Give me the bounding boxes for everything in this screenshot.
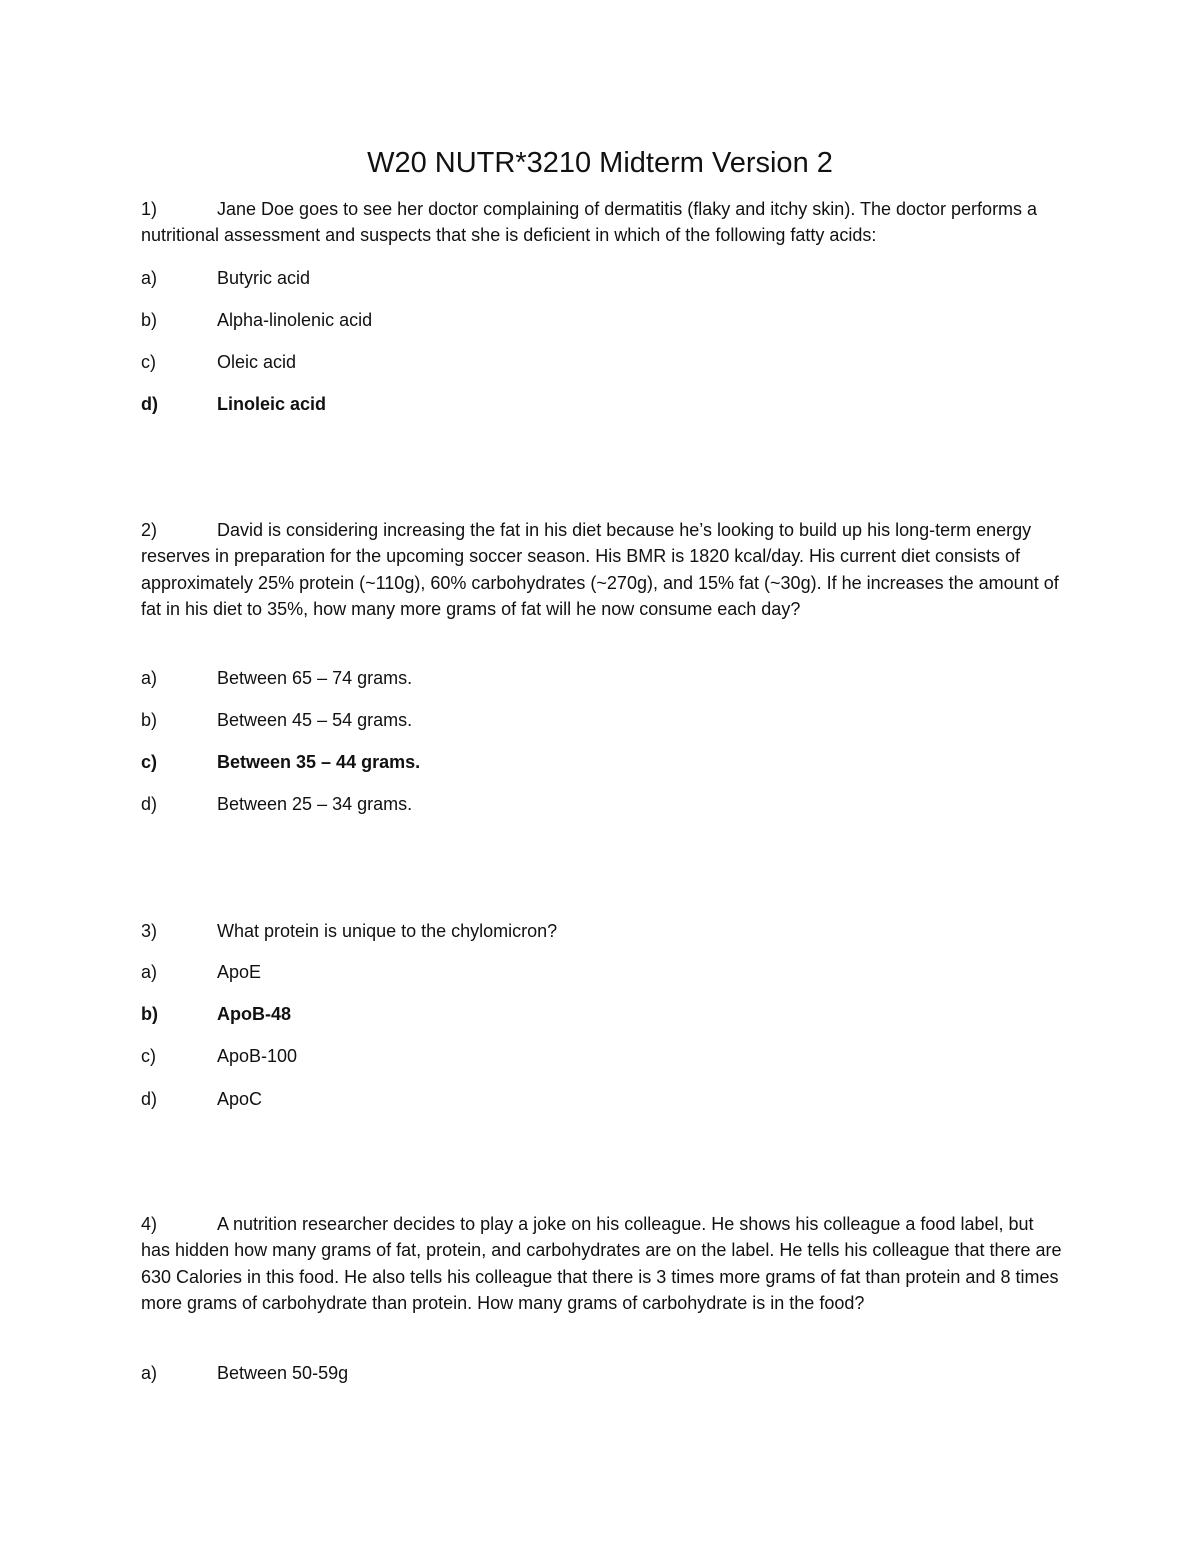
option-text: ApoB-48 xyxy=(217,1004,292,1024)
question-2-option-a xyxy=(141,665,1041,691)
option-text: ApoC xyxy=(217,1089,263,1109)
option-text: Alpha-linolenic acid xyxy=(217,310,373,330)
option-letter: c) xyxy=(141,752,158,772)
question-3-option-d xyxy=(141,1086,1041,1112)
question-4 xyxy=(141,1211,1066,1317)
question-3 xyxy=(141,918,1066,944)
question-text: What protein is unique to the chylomicron? xyxy=(217,921,558,941)
question-1-option-b xyxy=(141,307,1041,333)
question-2 xyxy=(141,517,1066,623)
option-text: Between 35 – 44 grams. xyxy=(217,752,421,772)
option-letter: a) xyxy=(141,668,158,688)
option-text: ApoB-100 xyxy=(217,1046,298,1066)
exam-title: W20 NUTR*3210 Midterm Version 2 xyxy=(367,147,833,179)
question-number: 2) xyxy=(141,520,158,540)
question-3-option-a xyxy=(141,959,1041,985)
option-text: Between 50-59g xyxy=(217,1363,349,1383)
option-letter: a) xyxy=(141,268,158,288)
option-text: Oleic acid xyxy=(217,352,297,372)
question-number: 1) xyxy=(141,199,158,219)
option-letter: d) xyxy=(141,794,158,814)
question-1-option-d-correct xyxy=(141,391,1041,417)
question-text: David is considering increasing the fat in his diet because he’s looking to build up his long-term energy reserves in preparation for the upcoming soccer season. His BMR is 1820 kcal/day. His current diet consists of approximately 25% protein (~110g), 60% carbohydrates (~270g), and 15% fat (~30g). If he increases the amount of fat in his diet to 35%, how many more grams of fat will he now consume each day? xyxy=(141,520,1059,620)
question-2-option-c-correct xyxy=(141,749,1041,775)
option-letter: a) xyxy=(141,1363,158,1383)
option-letter: c) xyxy=(141,1046,156,1066)
option-letter: b) xyxy=(141,310,158,330)
option-letter: d) xyxy=(141,394,158,414)
option-letter: d) xyxy=(141,1089,158,1109)
option-text: Between 65 – 74 grams. xyxy=(217,668,413,688)
question-text: Jane Doe goes to see her doctor complaining of dermatitis (flaky and itchy skin). The doctor performs a nutritional assessment and suspects that she is deficient in which of the following fatty acids: xyxy=(141,199,1038,246)
question-3-option-b-correct xyxy=(141,1001,1041,1027)
option-text: ApoE xyxy=(217,962,262,982)
option-letter: b) xyxy=(141,1004,158,1024)
question-3-option-c xyxy=(141,1043,1041,1069)
option-letter: a) xyxy=(141,962,158,982)
question-2-option-d xyxy=(141,791,1041,817)
question-number: 4) xyxy=(141,1214,158,1234)
question-number: 3) xyxy=(141,921,158,941)
option-text: Linoleic acid xyxy=(217,394,327,414)
question-1-option-a xyxy=(141,265,1041,291)
question-1 xyxy=(141,196,1066,249)
question-text: A nutrition researcher decides to play a joke on his colleague. He shows his colleague a food label, but has hidden how many grams of fat, protein, and carbohydrates are on the label. He tells his colleague that there are 630 Calories in this food. He also tells his colleague that there is 3 times more grams of fat than protein and 8 times more grams of carbohydrate than protein. How many grams of carbohydrate is in the food? xyxy=(141,1214,1062,1314)
option-letter: c) xyxy=(141,352,156,372)
option-text: Between 45 – 54 grams. xyxy=(217,710,413,730)
question-2-option-b xyxy=(141,707,1041,733)
option-text: Between 25 – 34 grams. xyxy=(217,794,413,814)
question-1-option-c xyxy=(141,349,1041,375)
option-text: Butyric acid xyxy=(217,268,311,288)
option-letter: b) xyxy=(141,710,158,730)
question-4-option-a xyxy=(141,1360,1041,1386)
